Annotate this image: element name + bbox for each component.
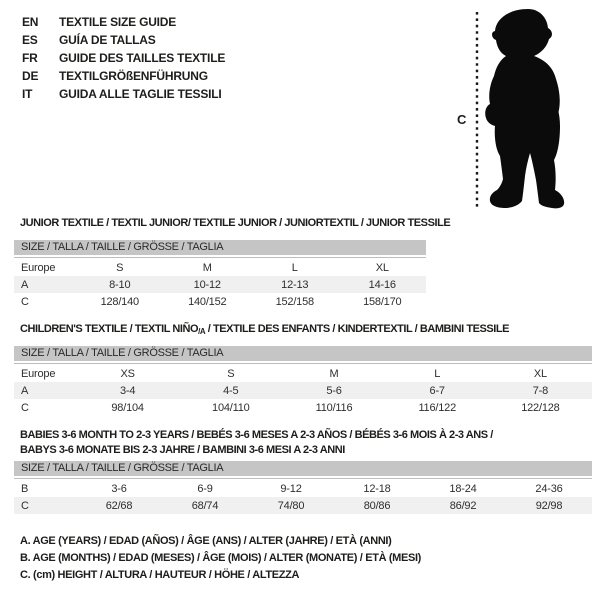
table-rows: [14, 259, 426, 310]
table-row: [14, 480, 592, 497]
size-cell: S: [227, 367, 235, 380]
language-label: GUIDE DES TAILLES TEXTILE: [59, 51, 226, 65]
row-label: C: [21, 401, 29, 414]
size-cell: 80/86: [363, 499, 391, 512]
babies-table: [14, 461, 592, 514]
size-cell: 158/170: [363, 295, 402, 308]
size-cell: 86/92: [449, 499, 477, 512]
row-label: B: [21, 482, 29, 495]
size-cell: 110/116: [315, 401, 353, 414]
table-row: [14, 259, 426, 276]
table-row: [14, 276, 426, 293]
size-cell: 12-18: [363, 482, 391, 495]
header-divider: [14, 478, 592, 479]
size-header-bar: SIZE / TALLA / TAILLE / GRÖSSE / TAGLIA: [14, 461, 592, 476]
language-row: [22, 31, 225, 49]
size-cell: 122/128: [521, 401, 560, 414]
header-divider: [14, 363, 592, 364]
language-label: TEXTILE SIZE GUIDE: [59, 15, 177, 29]
baby-silhouette-icon: [485, 9, 564, 208]
size-cell: S: [116, 261, 124, 274]
table-rows: [14, 480, 592, 514]
language-label: GUIDA ALLE TAGLIE TESSILI: [59, 87, 222, 101]
table-row: [14, 497, 592, 514]
table-row: [14, 399, 592, 416]
children-table: [14, 346, 592, 416]
size-cell: M: [329, 367, 339, 380]
row-label: A: [21, 278, 29, 291]
size-cell: XL: [375, 261, 389, 274]
size-cell: 116/122: [418, 401, 456, 414]
language-label: TEXTILGRÖßENFÜHRUNG: [59, 69, 208, 83]
row-label: A: [21, 384, 29, 397]
header-divider: [14, 257, 426, 258]
size-cell: 128/140: [100, 295, 139, 308]
junior-table: [14, 240, 426, 310]
size-cell: 24-36: [535, 482, 563, 495]
size-cell: 98/104: [111, 401, 144, 414]
children-title-text: CHILDREN'S TEXTILE / TEXTIL NIÑO: [20, 323, 199, 335]
size-cell: 9-12: [280, 482, 302, 495]
size-cell: 12-13: [281, 278, 309, 291]
language-row: [22, 13, 225, 31]
language-code: FR: [22, 51, 38, 65]
table-row: [14, 293, 426, 310]
table-rows: [14, 365, 592, 416]
legend-notes: [20, 533, 421, 584]
size-header-bar: SIZE / TALLA / TAILLE / GRÖSSE / TAGLIA: [14, 346, 592, 361]
row-label: C: [21, 499, 29, 512]
size-cell: 6-7: [429, 384, 445, 397]
language-row: [22, 85, 225, 103]
size-header-bar: SIZE / TALLA / TAILLE / GRÖSSE / TAGLIA: [14, 240, 426, 255]
language-code: ES: [22, 33, 38, 47]
size-cell: L: [434, 367, 441, 380]
size-cell: M: [202, 261, 212, 274]
size-cell: 62/68: [105, 499, 133, 512]
language-label: GUÍA DE TALLAS: [59, 33, 156, 47]
size-cell: 7-8: [532, 384, 549, 397]
baby-height-figure: [450, 4, 600, 214]
size-cell: 18-24: [449, 482, 477, 495]
size-cell: XL: [533, 367, 547, 380]
size-cell: 104/110: [212, 401, 250, 414]
size-cell: L: [291, 261, 298, 274]
row-label: C: [21, 295, 29, 308]
size-cell: 140/152: [188, 295, 227, 308]
table-row: [14, 382, 592, 399]
legend-note-b: B. AGE (MONTHS) / EDAD (MESES) / ÂGE (MOIS) / ALTER (MONATE) / ETÀ (MESI): [20, 552, 421, 564]
language-code: DE: [22, 69, 39, 83]
legend-note-c: C. (cm) HEIGHT / ALTURA / HAUTEUR / HÖHE / ALTEZZA: [20, 569, 300, 581]
language-code: IT: [22, 87, 33, 101]
babies-title-line2: BABYS 3-6 MONATE BIS 2-3 JAHRE / BAMBINI 3-6 MESI A 2-3 ANNI: [20, 444, 345, 456]
size-cell: 3-4: [119, 384, 136, 397]
language-row: [22, 67, 225, 85]
children-table-title: [20, 323, 509, 336]
size-cell: 5-6: [326, 384, 342, 397]
size-cell: 6-9: [197, 482, 213, 495]
size-cell: 10-12: [193, 278, 221, 291]
language-row: [22, 49, 225, 67]
babies-title-line1: BABIES 3-6 MONTH TO 2-3 YEARS / BEBÉS 3-6 MESES A 2-3 AÑOS / BÉBÉS 3-6 MOIS À 2-3 ANS /: [20, 429, 493, 441]
size-cell: 92/98: [535, 499, 563, 512]
size-cell: 74/80: [277, 499, 305, 512]
children-title-text: / TEXTILE DES ENFANTS / KINDERTEXTIL / BAMBINI TESSILE: [205, 323, 510, 335]
row-label: Europe: [21, 367, 56, 380]
size-cell: 3-6: [111, 482, 127, 495]
size-cell: 8-10: [109, 278, 131, 291]
size-cell: 68/74: [191, 499, 219, 512]
size-cell: 14-16: [368, 278, 396, 291]
height-label-c: C: [457, 112, 467, 127]
table-row: [14, 365, 592, 382]
size-cell: 4-5: [223, 384, 239, 397]
row-label: Europe: [21, 261, 56, 274]
language-list: [22, 13, 225, 103]
children-title-subscript: /A: [198, 327, 206, 336]
babies-table-title: [20, 428, 493, 458]
legend-note-a: A. AGE (YEARS) / EDAD (AÑOS) / ÂGE (ANS) / ALTER (JAHRE) / ETÀ (ANNI): [20, 535, 392, 547]
language-code: EN: [22, 15, 39, 29]
junior-table-title: JUNIOR TEXTILE / TEXTIL JUNIOR/ TEXTILE JUNIOR / JUNIORTEXTIL / JUNIOR TESSILE: [20, 217, 451, 229]
size-cell: XS: [120, 367, 135, 380]
size-cell: 152/158: [275, 295, 314, 308]
